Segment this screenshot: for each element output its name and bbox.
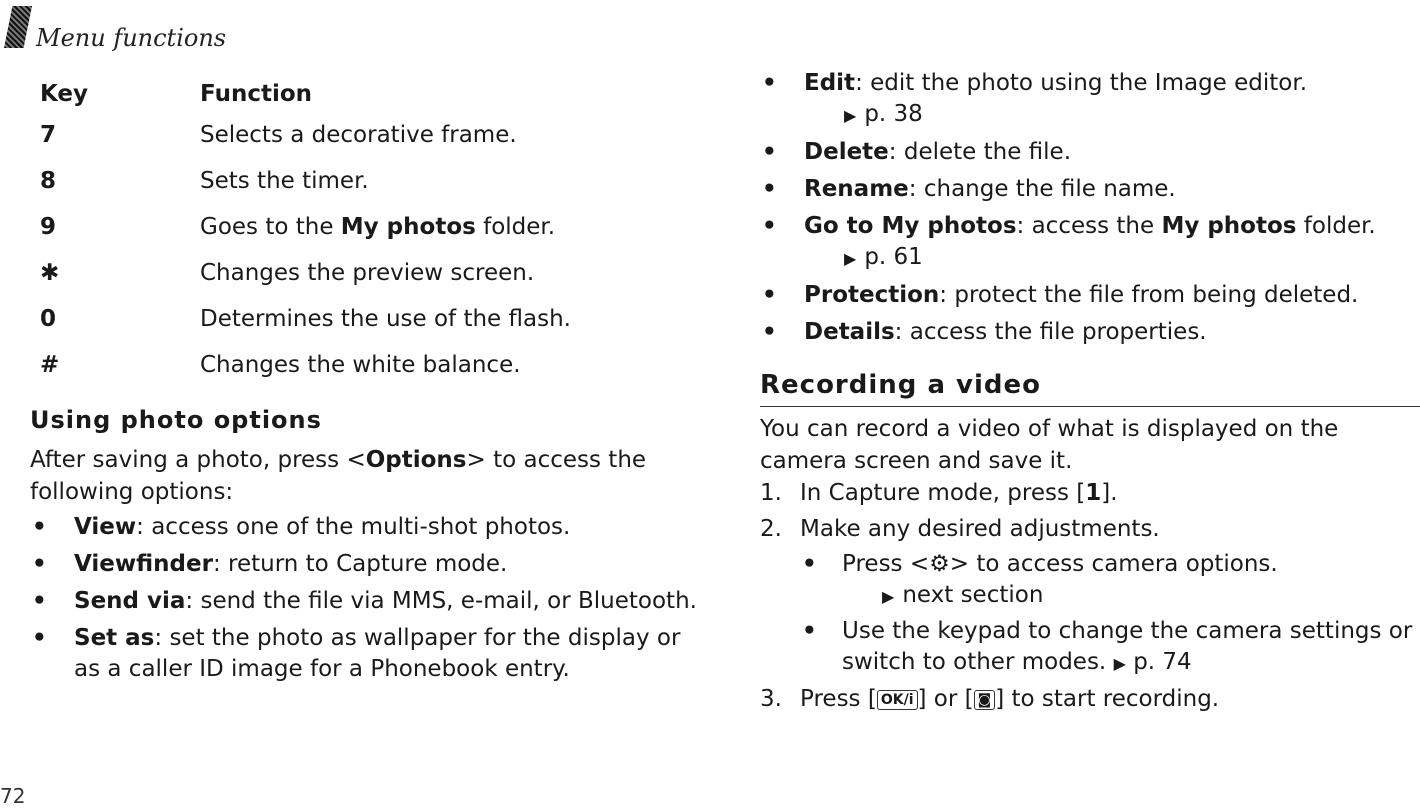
list-item: • Viewfinder: return to Capture mode. <box>32 551 508 577</box>
function-cell: Changes the preview screen. <box>200 260 535 286</box>
recording-video-intro: You can record a video of what is displayed on the camera screen and save it. <box>760 416 1339 474</box>
list-item: • View: access one of the multi-shot photos. <box>32 514 571 540</box>
step-item: 2. Make any desired adjustments. • Press <⚙> to access camera options. ▶ next section • Use the keypad to change the camera settings or switch to other modes. ▶ p. 74 <box>760 513 1420 679</box>
camera-key-icon: ◙ <box>974 690 996 710</box>
list-item: • Delete: delete the file. <box>762 139 1072 165</box>
photo-options-list <box>30 512 710 685</box>
page-reference: ▶ p. 61 <box>844 244 923 270</box>
function-cell: Sets the timer. <box>200 168 369 194</box>
table-row <box>30 112 710 158</box>
list-item: • Rename: change the file name. <box>762 176 1176 202</box>
page-reference: ▶ next section <box>882 582 1044 608</box>
step-sub-list <box>800 549 1420 679</box>
list-item: • Protection: protect the file from being deleted. <box>762 282 1359 308</box>
recording-steps <box>760 477 1420 715</box>
step-item: 1. In Capture mode, press [1]. <box>760 480 1118 506</box>
photo-options-heading: Using photo options <box>30 406 322 434</box>
table-header-row <box>30 76 710 112</box>
key-cell: ✱ <box>40 260 60 286</box>
list-item: • Details: access the file properties. <box>762 319 1207 345</box>
step-item: 3. Press [ OK/i ] or [ ◙ ] to start recording. <box>760 686 1220 712</box>
camera-options-icon: ⚙ <box>929 551 950 577</box>
header-function: Function <box>200 81 313 107</box>
key-cell: 0 <box>40 306 57 332</box>
recording-video-heading: Recording a video <box>760 370 1420 407</box>
header-mark-icon <box>4 6 32 48</box>
function-cell: Determines the use of the flash. <box>200 306 571 332</box>
key-cell: # <box>40 352 60 378</box>
key-function-table <box>30 76 710 388</box>
table-row <box>30 250 710 296</box>
key-cell: 7 <box>40 122 57 148</box>
function-cell: Goes to the My photos folder. <box>200 214 556 240</box>
function-cell: Selects a decorative frame. <box>200 122 517 148</box>
list-item: • Go to My photos: access the My photos folder. ▶ p. 61 <box>760 211 1420 274</box>
key-cell: 9 <box>40 214 57 240</box>
right-column <box>760 64 1420 719</box>
list-item: • Set as: set the photo as wallpaper for the display or as a caller ID image for a Phonebook entry. <box>32 625 681 682</box>
arrow-right-icon: ▶ <box>844 106 857 125</box>
ok-key-icon: OK/i <box>877 690 918 710</box>
list-item: • Edit: edit the photo using the Image editor. ▶ p. 38 <box>760 68 1420 131</box>
arrow-right-icon: ▶ <box>882 587 895 606</box>
table-row <box>30 296 710 342</box>
header-key: Key <box>40 81 89 107</box>
photo-options-intro: After saving a photo, press <Options> to access the following options: <box>30 447 647 505</box>
left-column <box>30 76 710 691</box>
header-title: Menu functions <box>36 24 227 52</box>
arrow-right-icon: ▶ <box>1113 654 1126 673</box>
arrow-right-icon: ▶ <box>844 249 857 268</box>
list-item: • Send via: send the file via MMS, e-mail, or Bluetooth. <box>32 588 697 614</box>
list-item: • Use the keypad to change the camera settings or switch to other modes. ▶ p. 74 <box>802 618 1413 675</box>
function-cell: Changes the white balance. <box>200 352 521 378</box>
page-number: 72 <box>0 784 26 808</box>
more-options-list <box>760 68 1420 348</box>
table-row <box>30 204 710 250</box>
page-reference: ▶ p. 38 <box>844 101 923 127</box>
table-row <box>30 158 710 204</box>
list-item: • Press <⚙> to access camera options. ▶ next section <box>800 549 1420 612</box>
key-cell: 8 <box>40 168 57 194</box>
table-row <box>30 342 710 388</box>
